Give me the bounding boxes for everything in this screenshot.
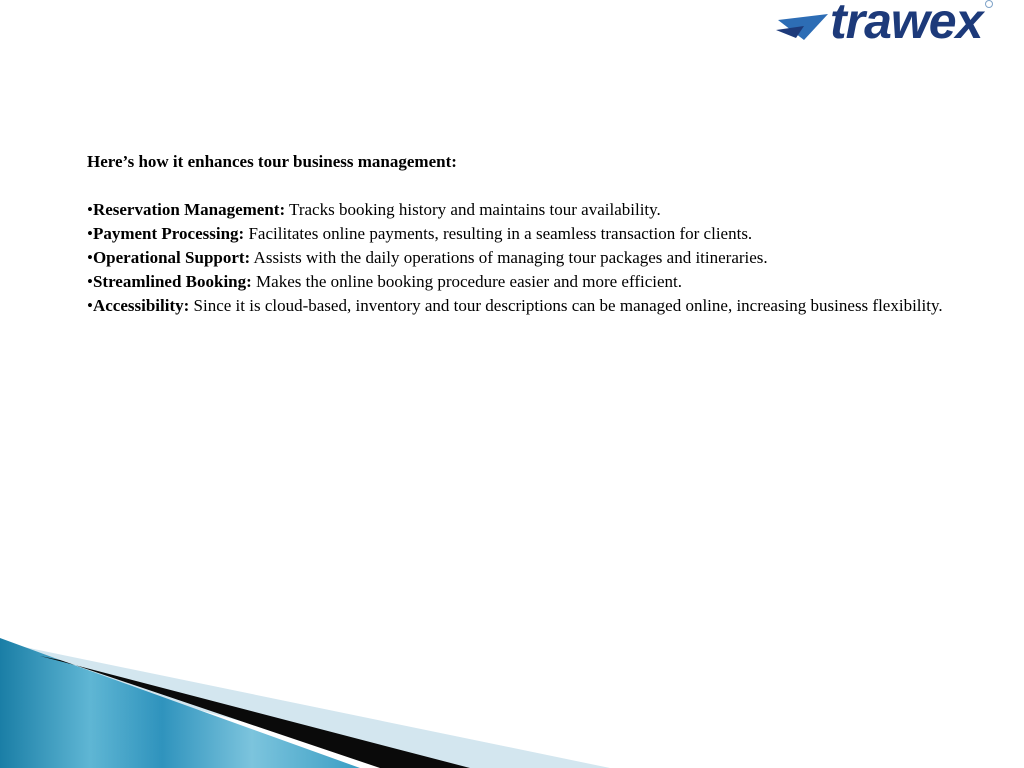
bullet-term: Operational Support: bbox=[92, 248, 251, 267]
triangle-arrow-icon bbox=[774, 8, 830, 48]
registered-mark bbox=[985, 0, 993, 8]
bullet-text: Tracks booking history and maintains tour availability. bbox=[285, 200, 661, 219]
bullet-term: Reservation Management: bbox=[92, 200, 286, 219]
bullet-term: Accessibility: bbox=[92, 296, 190, 315]
bullet-symbol: • bbox=[87, 296, 93, 315]
slide-heading: Here’s how it enhances tour business management: bbox=[87, 152, 457, 171]
bullet-item-reservation-management bbox=[87, 198, 947, 222]
bullet-symbol: • bbox=[87, 272, 93, 291]
trawex-logo bbox=[774, 0, 1010, 52]
bullet-text: Facilitates online payments, resulting in a seamless transaction for clients. bbox=[244, 224, 753, 243]
bullet-text: Makes the online booking procedure easier and more efficient. bbox=[251, 272, 682, 291]
bullet-text: Assists with the daily operations of managing tour packages and itineraries. bbox=[250, 248, 768, 267]
bullet-item-payment-processing bbox=[87, 222, 947, 246]
bullet-item-streamlined-booking bbox=[87, 270, 947, 294]
bullet-term: Streamlined Booking: bbox=[92, 272, 252, 291]
logo-wordmark: trawex bbox=[830, 0, 983, 49]
bullet-item-operational-support bbox=[87, 246, 947, 270]
bullet-item-accessibility bbox=[87, 294, 947, 318]
bullet-symbol: • bbox=[87, 248, 93, 267]
bullet-symbol: • bbox=[87, 200, 93, 219]
bullet-list bbox=[87, 198, 947, 318]
bullet-text: Since it is cloud-based, inventory and tour descriptions can be managed online, increasing business flexibility. bbox=[189, 296, 943, 315]
bullet-term: Payment Processing: bbox=[92, 224, 245, 243]
decorative-swoosh bbox=[0, 638, 1024, 768]
slide-content bbox=[87, 150, 947, 318]
bullet-symbol: • bbox=[87, 224, 93, 243]
